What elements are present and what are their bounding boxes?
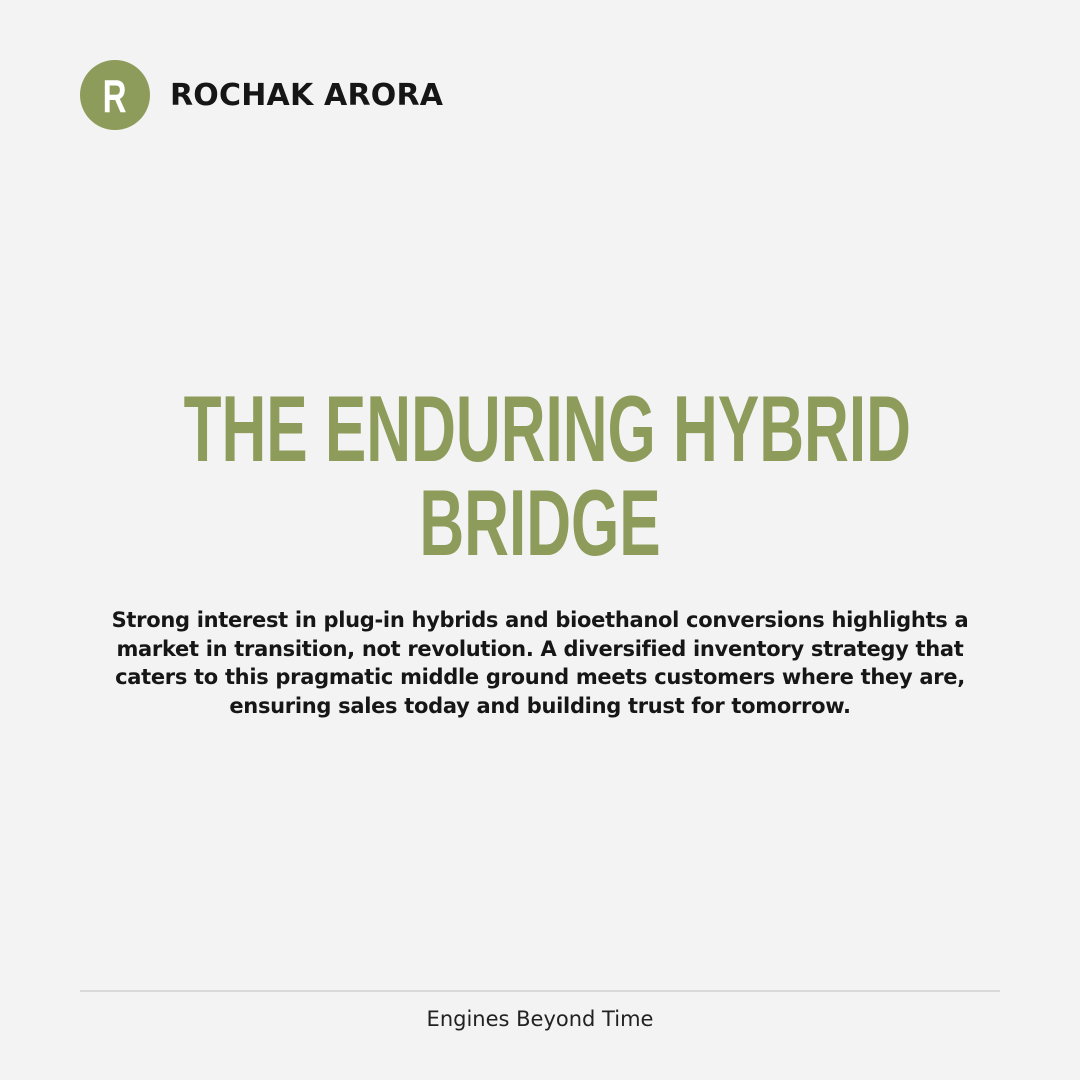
- brand-name: ROCHAK ARORA: [170, 77, 444, 113]
- logo-letter: R: [103, 70, 127, 122]
- footer-divider: [80, 990, 1000, 992]
- body-paragraph: Strong interest in plug-in hybrids and bioethanol conversions highlights a market in transition, not revolution. A diversified inventory strategy that caters to this pragmatic middle ground meets customers where they are, ensuring sales today and building trust for tomorrow.: [111, 608, 969, 718]
- footer-text: Engines Beyond Time: [426, 1007, 654, 1031]
- headline-line-1: THE ENDURING HYBRID: [183, 376, 911, 481]
- headline: [0, 376, 1080, 575]
- logo-badge: [80, 60, 150, 130]
- header: [80, 60, 443, 130]
- headline-line-2: BRIDGE: [419, 470, 661, 575]
